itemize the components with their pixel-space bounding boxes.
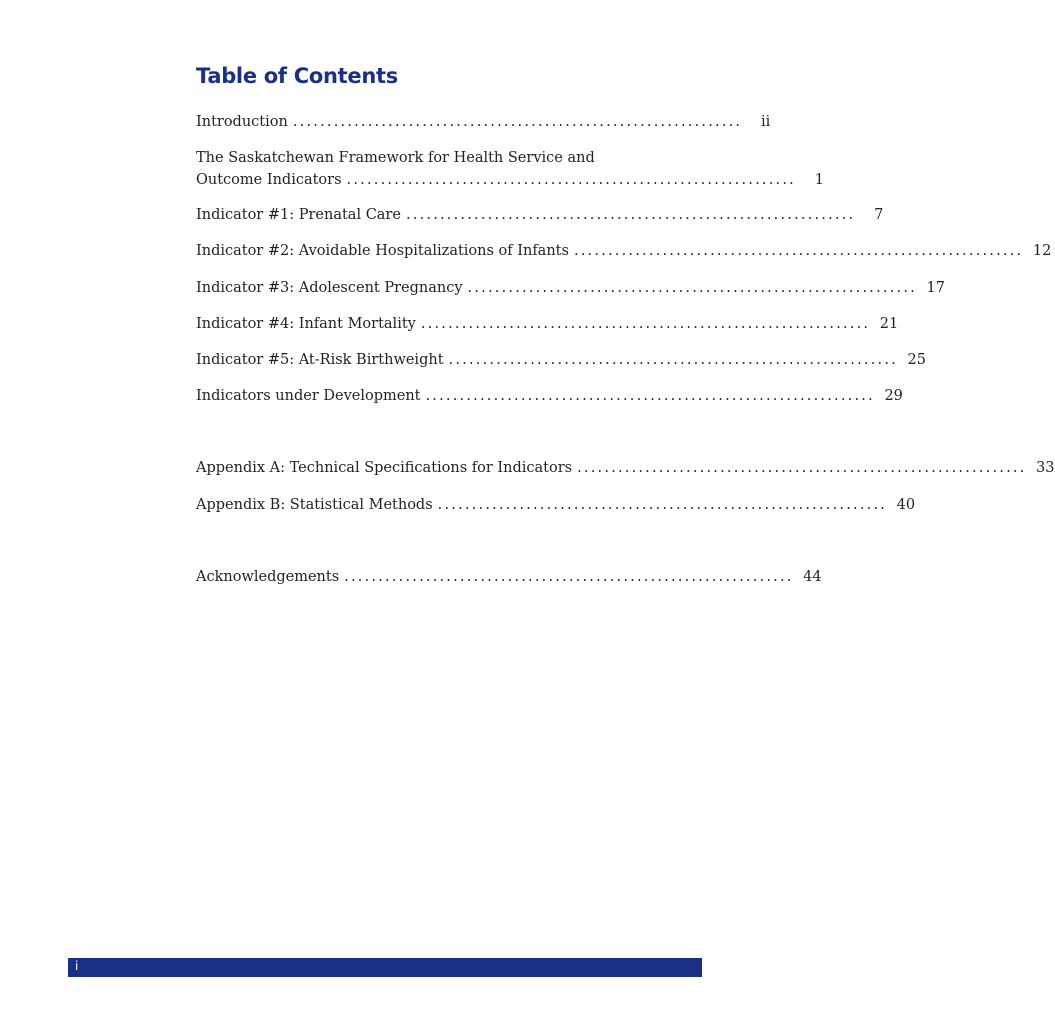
toc-entry-text-line1: The Saskatchewan Framework for Health Service and — [196, 150, 595, 166]
toc-entry-indicator-2[interactable] — [196, 240, 1052, 262]
toc-page-number: 25 — [907, 352, 926, 368]
page-title: Table of Contents — [196, 64, 398, 88]
toc-entry-introduction[interactable] — [196, 111, 771, 133]
toc-dot-leader: .................................................................. — [448, 352, 898, 368]
toc-entry-indicator-3[interactable] — [196, 277, 945, 299]
toc-dot-leader: .................................................................. — [425, 388, 875, 404]
toc-dot-leader: .................................................................. — [577, 460, 1027, 476]
toc-page-number: 29 — [884, 388, 903, 404]
toc-entry-framework[interactable] — [196, 147, 824, 191]
toc-dot-leader: .................................................................. — [467, 280, 917, 296]
toc-entry-text: Indicator #1: Prenatal Care — [196, 207, 401, 223]
footer-bar — [68, 958, 702, 977]
toc-dot-leader: .................................................................. — [405, 207, 856, 223]
toc-entry-indicators-under-development[interactable] — [196, 385, 903, 407]
toc-dot-leader: .................................................................. — [420, 316, 871, 332]
toc-dot-leader: .................................................................. — [344, 569, 794, 585]
toc-entry-indicator-1[interactable] — [196, 204, 884, 226]
toc-entry-text: Acknowledgements — [196, 569, 340, 585]
toc-entry-text: Indicator #5: At-Risk Birthweight — [196, 352, 444, 368]
toc-entry-text: Indicators under Development — [196, 388, 421, 404]
toc-entry-acknowledgements[interactable] — [196, 566, 822, 588]
toc-dot-leader: .................................................................. — [346, 172, 796, 188]
toc-page-number: 44 — [803, 569, 822, 585]
toc-entry-indicator-5[interactable] — [196, 349, 926, 371]
footer-page-number: i — [75, 959, 79, 973]
toc-entry-text: Indicator #3: Adolescent Pregnancy — [196, 280, 463, 296]
toc-entry-text: Indicator #4: Infant Mortality — [196, 316, 416, 332]
toc-dot-leader: .................................................................. — [437, 497, 888, 513]
toc-entry-indicator-4[interactable] — [196, 313, 899, 335]
toc-page-number: 33 — [1036, 460, 1055, 476]
toc-page-number: 12 — [1032, 243, 1052, 259]
toc-page-number: 17 — [926, 280, 945, 296]
toc-page-number: 7 — [874, 207, 884, 223]
toc-entry-appendix-b[interactable] — [196, 494, 916, 516]
toc-page-number: 40 — [896, 497, 916, 513]
toc-entry-text: Indicator #2: Avoidable Hospitalizations of Infants — [196, 243, 569, 259]
toc-entry-text: Appendix A: Technical Specifications for Indicators — [196, 460, 573, 476]
toc-page-number: 21 — [879, 316, 899, 332]
toc-dot-leader: .................................................................. — [292, 114, 743, 130]
toc-dot-leader: .................................................................. — [573, 243, 1024, 259]
toc-entry-text: Outcome Indicators — [196, 172, 342, 188]
toc-page-number: 1 — [814, 172, 824, 188]
toc-page-number: ii — [760, 114, 771, 130]
toc-entry-text: Introduction — [196, 114, 288, 130]
toc-entry-text: Appendix B: Statistical Methods — [196, 497, 433, 513]
toc-entry-appendix-a[interactable] — [196, 457, 1055, 479]
